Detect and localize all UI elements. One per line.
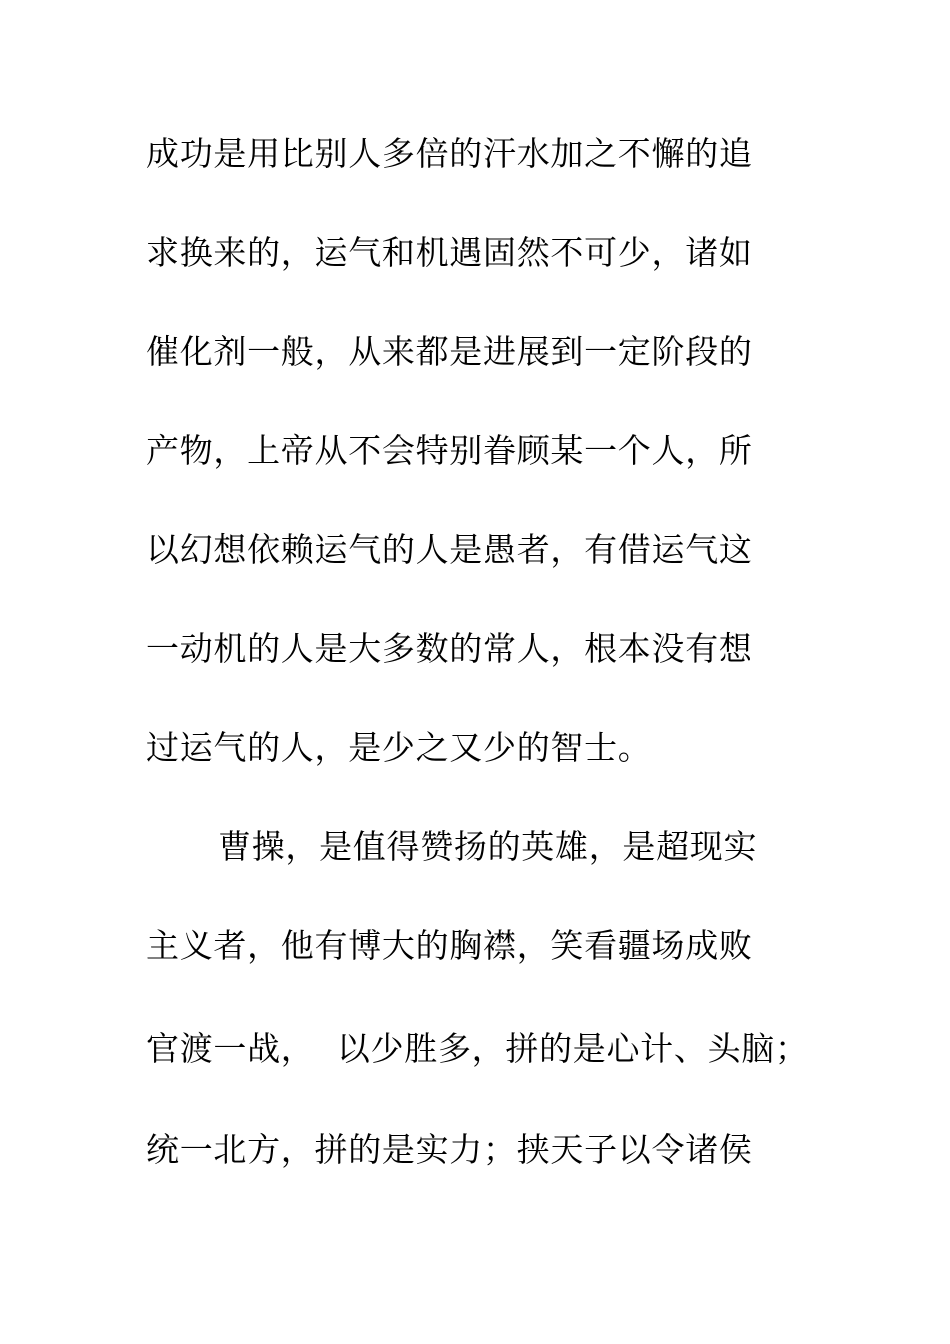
- text-line-5: 以幻想依赖运气的人是愚者，有借运气这: [146, 530, 753, 569]
- text-line-6: 一动机的人是大多数的常人，根本没有想: [146, 629, 753, 668]
- text-line-3: 催化剂一般，从来都是进展到一定阶段的: [146, 332, 753, 371]
- text-line-2: 求换来的，运气和机遇固然不可少，诸如: [146, 233, 753, 272]
- text-line-7: 过运气的人，是少之又少的智士。: [146, 728, 652, 767]
- text-line-10: 官渡一战， 以少胜多，拼的是心计、头脑；: [146, 1029, 809, 1068]
- text-line-8-paragraph-start: 曹操，是值得赞扬的英雄，是超现实: [218, 827, 758, 866]
- text-line-9: 主义者，他有博大的胸襟，笑看疆场成败: [146, 926, 753, 965]
- text-line-1: 成功是用比别人多倍的汗水加之不懈的追: [146, 134, 753, 173]
- text-line-11: 统一北方，拼的是实力；挟天子以令诸侯: [146, 1130, 753, 1169]
- text-line-4: 产物，上帝从不会特别眷顾某一个人，所: [146, 431, 753, 470]
